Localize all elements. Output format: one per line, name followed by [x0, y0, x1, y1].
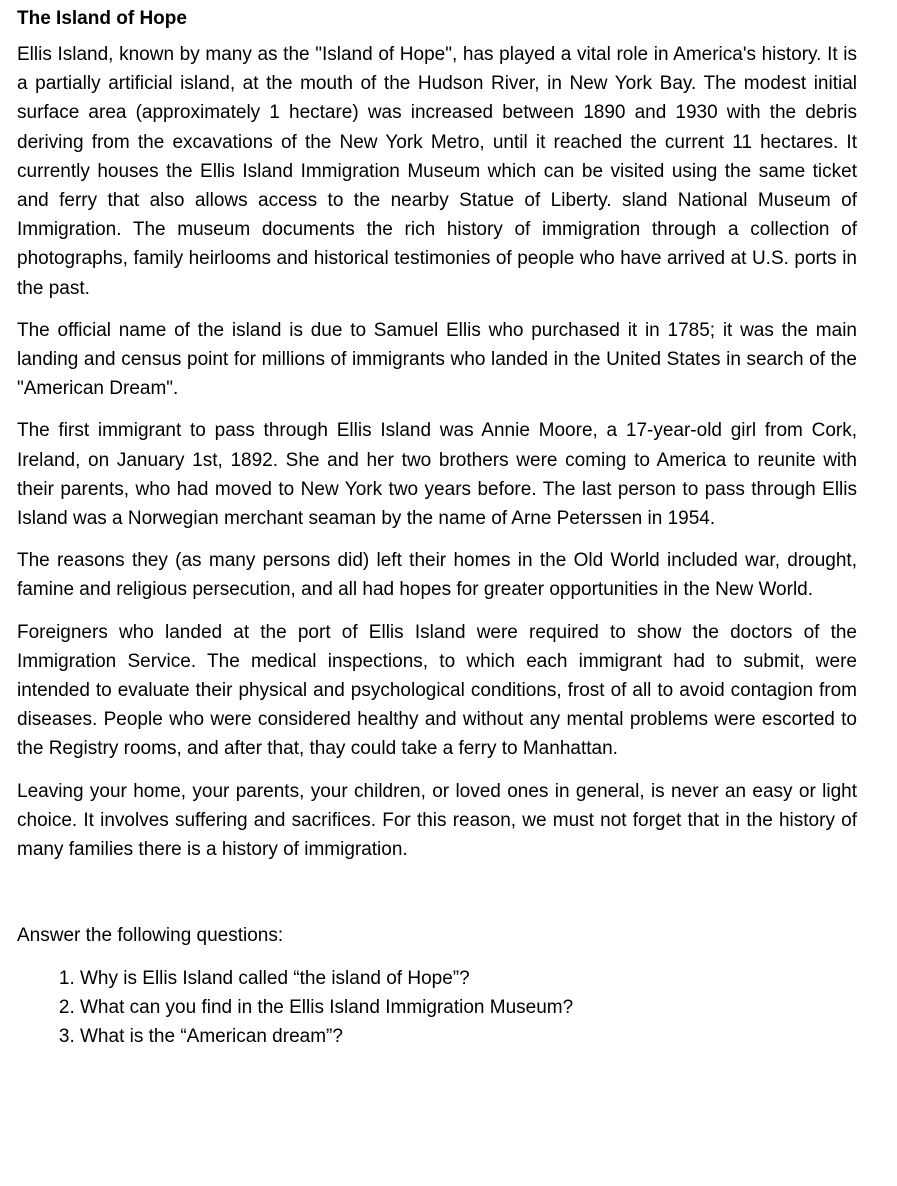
paragraph-conclusion: Leaving your home, your parents, your children, or loved ones in general, is never an easy or light choice. It involves suffering and sacrifices. For this reason, we must not forget that in the history of many families there is a history of immigration. — [17, 780, 857, 861]
paragraph-official-name: The official name of the island is due to Samuel Ellis who purchased it in 1785; it was the main landing and census point for millions of immigrants who landed in the United States in search of the "American Dream". — [17, 319, 857, 400]
paragraph-medical-inspections: Foreigners who landed at the port of Ellis Island were required to show the doctors of the Immigration Service. The medical inspections, to which each immigrant had to submit, were intended to evaluate their physical and psychological conditions, frost of all to avoid contagion from diseases. People who were considered healthy and without any mental problems were escorted to the Registry rooms, and after that, thay could take a ferry to Manhattan. — [17, 621, 857, 760]
paragraph-first-immigrant: The first immigrant to pass through Ellis Island was Annie Moore, a 17-year-old girl from Cork, Ireland, on January 1st, 1892. She and her two brothers were coming to America to reunite with their parents, who had moved to New York two years before. The last person to pass through Ellis Island was a Norwegian merchant seaman by the name of Arne Peterssen in 1954. — [17, 420, 857, 530]
questions-list — [17, 964, 857, 1051]
question-item: 3. What is the “American dream”? — [80, 1022, 857, 1051]
question-item: 2. What can you find in the Ellis Island Immigration Museum? — [80, 993, 857, 1022]
question-item: 1. Why is Ellis Island called “the island of Hope”? — [80, 964, 857, 993]
paragraph-reasons: The reasons they (as many persons did) left their homes in the Old World included war, drought, famine and religious persecution, and all had hopes for greater opportunities in the New World. — [17, 550, 857, 601]
document-title: The Island of Hope — [17, 8, 187, 29]
paragraph-introduction: Ellis Island, known by many as the "Island of Hope", has played a vital role in America's history. It is a partially artificial island, at the mouth of the Hudson River, in New York Bay. The modest initial surface area (approximately 1 hectare) was increased between 1890 and 1930 with the debris deriving from the excavations of the New York Metro, until it reached the current 11 hectares. It currently houses the Ellis Island Immigration Museum which can be visited using the same ticket and ferry that also allows access to the nearby Statue of Liberty. sland National Museum of Immigration. The museum documents the rich history of immigration through a collection of photographs, family heirlooms and historical testimonies of people who have arrived at U.S. ports in the past. — [17, 44, 857, 299]
questions-prompt: Answer the following questions: — [17, 925, 284, 947]
